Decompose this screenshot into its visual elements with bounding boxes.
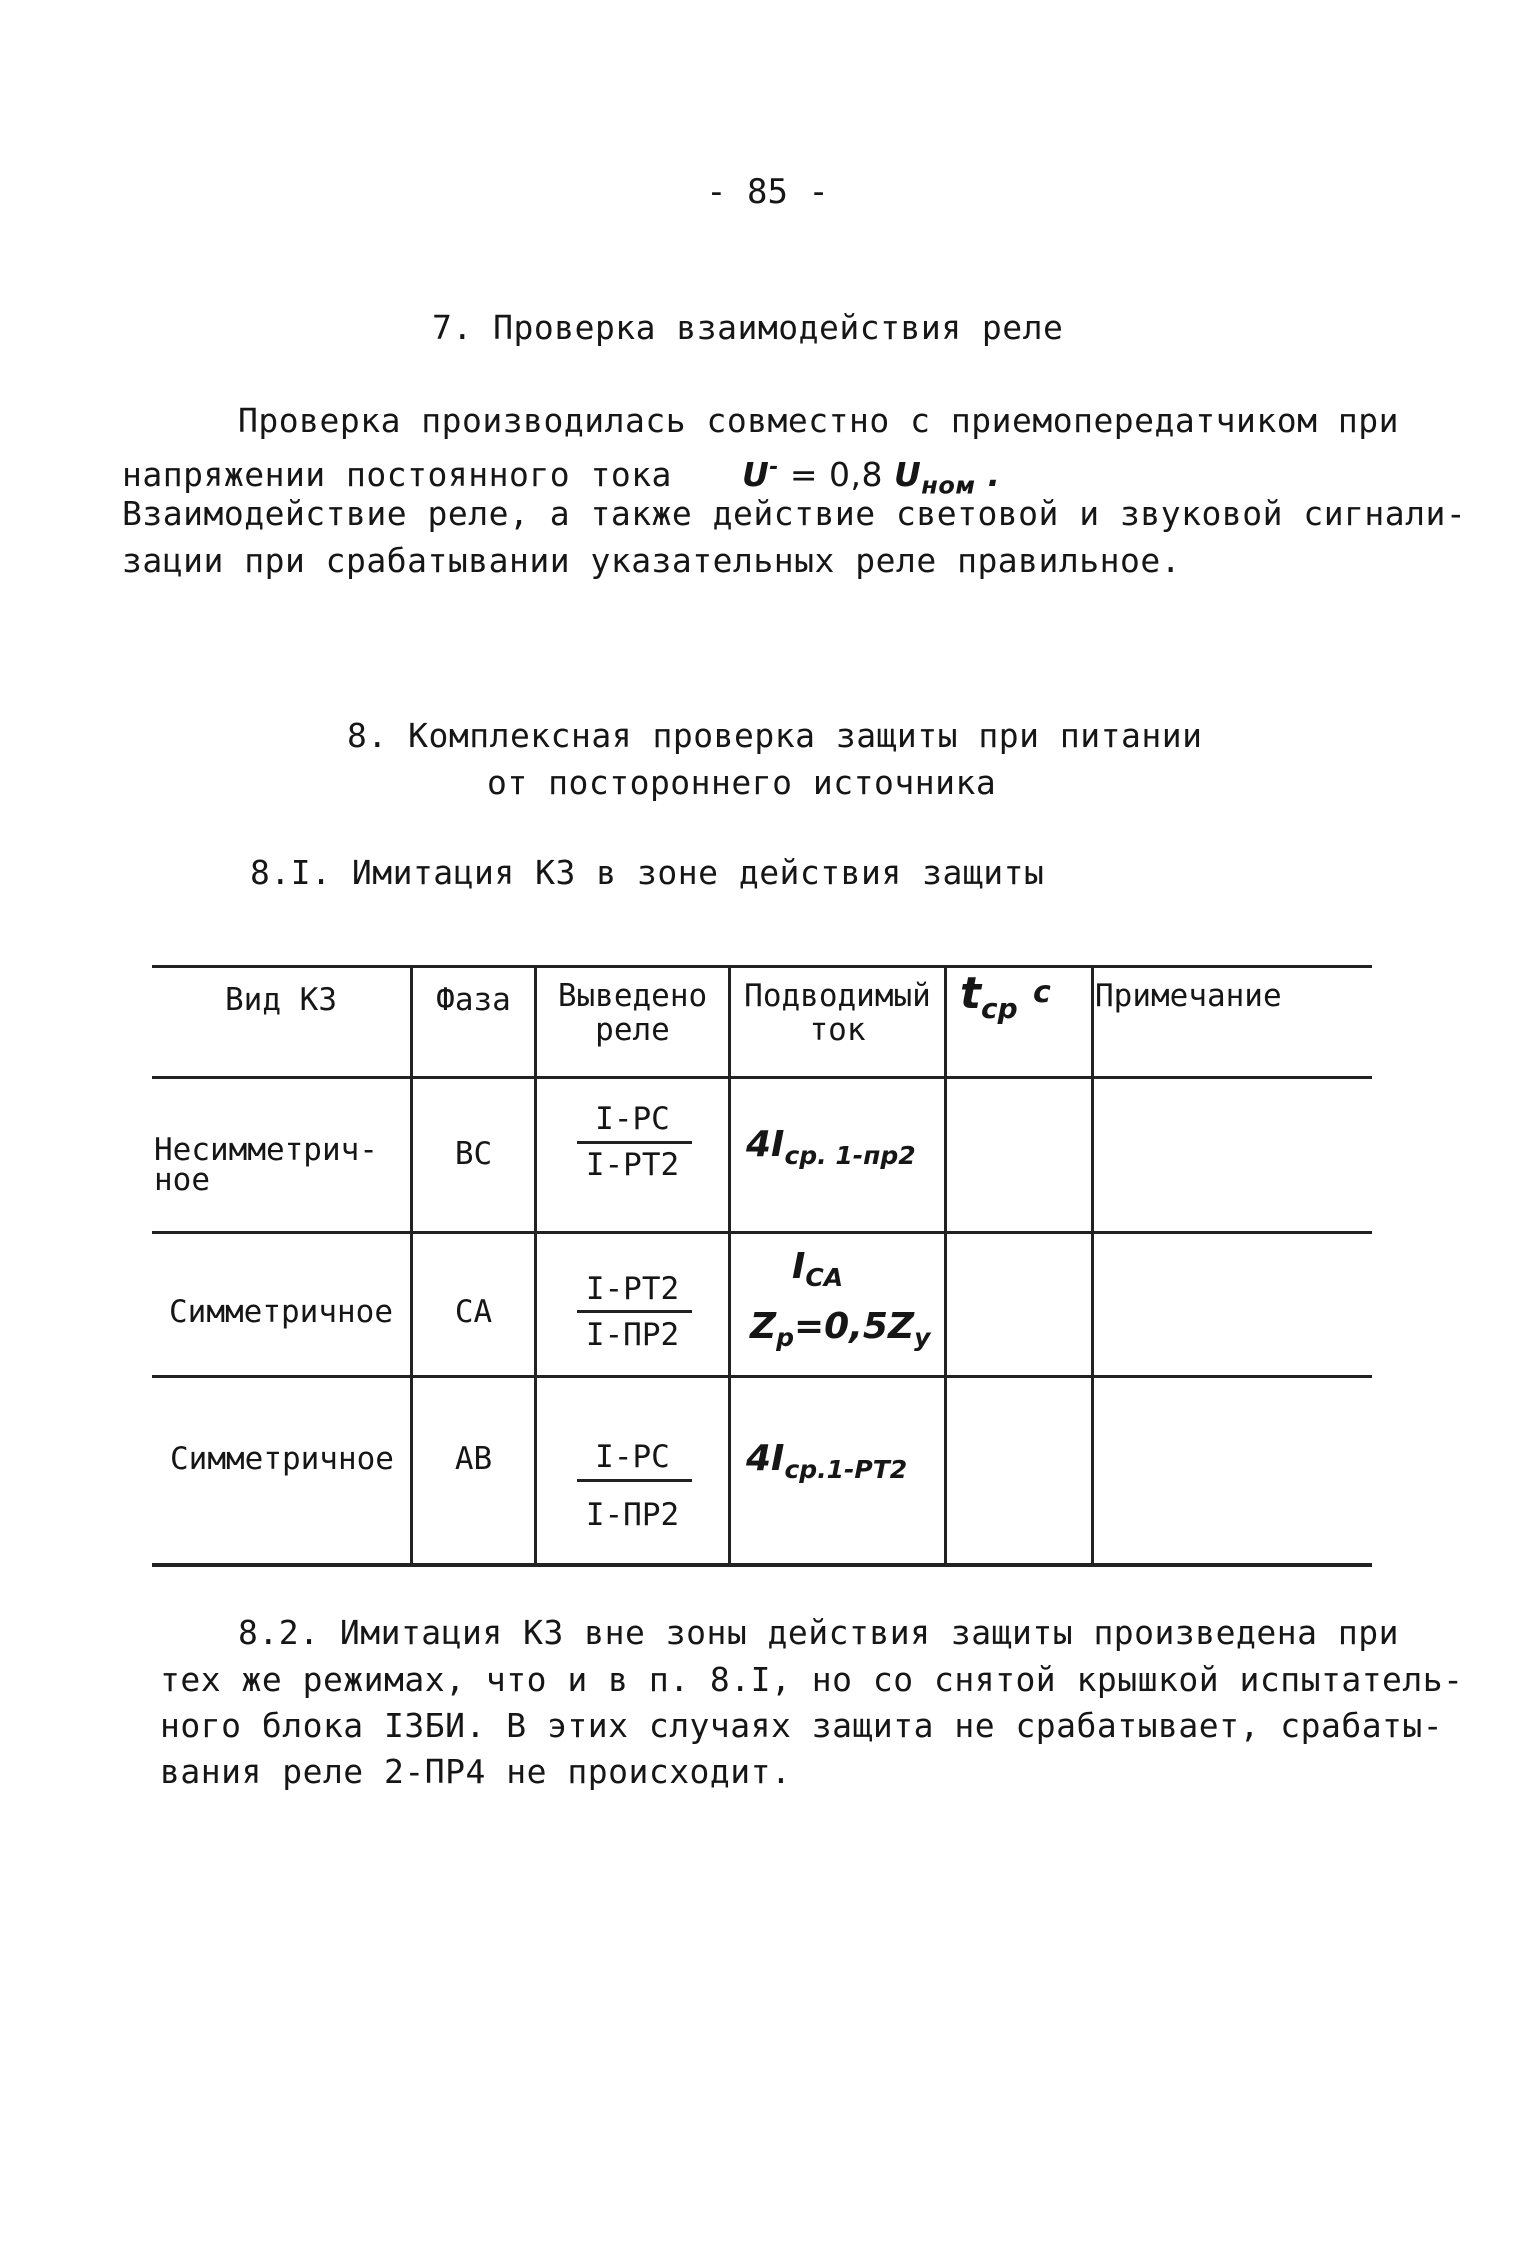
voltage-rhs: U — [893, 455, 922, 494]
voltage-rhs-sub: ном — [921, 471, 976, 500]
kz-test-table — [152, 965, 1372, 1567]
table-col-divider-1 — [410, 965, 413, 1567]
header-current — [731, 979, 944, 1047]
header-time-unit: с — [1033, 975, 1051, 1010]
row-2-current-line-2-mid: =0,5Z — [794, 1306, 915, 1347]
section-8-title-line-1: 8. Комплексная проверка защиты при питании — [347, 716, 1203, 755]
table-header-rule — [152, 1076, 1372, 1079]
row-2-current-line-1-main: I — [792, 1246, 806, 1287]
row-3-phase: АВ — [454, 1441, 493, 1477]
row-1-current — [746, 1125, 916, 1176]
row-2-current-line-1 — [792, 1247, 843, 1298]
row-2-current-line-2-sub-p: p — [776, 1323, 795, 1353]
voltage-lhs: U — [741, 455, 770, 494]
table-col-divider-3 — [728, 965, 731, 1567]
row-2-type: Симметричное — [169, 1294, 393, 1330]
section-7-line-3: Взаимодействие реле, а также действие световой и звуковой сигнали- — [122, 494, 1467, 533]
row-3-fraction-line — [577, 1479, 692, 1482]
table-col-divider-2 — [534, 965, 537, 1567]
subsection-8-2-line-4: вания реле 2-ПР4 не происходит. — [160, 1752, 792, 1791]
header-relay — [537, 979, 728, 1047]
row-1-type-line-2: ное — [154, 1162, 210, 1198]
subsection-8-2-line-1: 8.2. Имитация КЗ вне зоны действия защиты произведена при — [238, 1613, 1399, 1652]
row-1-relay-denominator: I-РТ2 — [585, 1147, 680, 1183]
row-1-phase: ВС — [454, 1136, 493, 1172]
row-2-current-line-2-sub-y: y — [914, 1323, 931, 1353]
table-top-rule — [152, 965, 1372, 968]
header-note: Примечание — [1095, 978, 1282, 1014]
subsection-8-2-line-3: ного блока I3БИ. В этих случаях защита не срабатывает, срабаты- — [160, 1706, 1444, 1745]
row-1-type-line-1: Несимметрич- — [154, 1132, 378, 1168]
section-7-line-4: зации при срабатывании указательных реле правильное. — [122, 541, 1182, 580]
section-7-title: 7. Проверка взаимодействия реле — [432, 308, 1064, 347]
row-1-current-sub: ср. 1-пр2 — [784, 1141, 916, 1171]
header-time — [960, 969, 1080, 1034]
header-current-line-2: ток — [809, 1012, 866, 1048]
section-7-line-2-text: напряжении постоянного тока — [122, 455, 672, 494]
page-number: - 85 - — [706, 172, 829, 212]
row-1-type — [154, 1132, 378, 1198]
subsection-8-2-line-2: тех же режимах, что и в п. 8.I, но со снятой крышкой испытатель- — [160, 1660, 1464, 1699]
header-time-main: t — [960, 968, 982, 1019]
header-time-sub: ср — [981, 991, 1018, 1025]
row-2-current-line-2 — [750, 1307, 930, 1358]
voltage-lhs-sup: - — [769, 455, 779, 480]
row-1-fraction-line — [577, 1141, 692, 1144]
header-current-line-1: Подводимый — [744, 978, 931, 1014]
row-3-current-main: 4I — [746, 1438, 785, 1479]
row-1-relay-numerator: I-РС — [595, 1101, 670, 1137]
row-3-relay-numerator: I-РС — [595, 1439, 670, 1475]
row-3-current — [746, 1439, 907, 1490]
row-3-type: Симметричное — [170, 1441, 394, 1477]
row-2-relay-numerator: I-РТ2 — [585, 1271, 680, 1307]
row-3-relay-denominator: I-ПР2 — [585, 1497, 680, 1533]
row-1-current-main: 4I — [746, 1124, 785, 1165]
row-2-current-line-2-main: Z — [750, 1306, 777, 1347]
table-col-divider-5 — [1091, 965, 1094, 1567]
header-relay-line-1: Выведено — [557, 978, 708, 1014]
table-row-1-rule — [152, 1231, 1372, 1234]
subsection-8-1-title: 8.I. Имитация КЗ в зоне действия защиты — [250, 853, 1045, 892]
section-8-title-line-2: от постороннего источника — [487, 763, 997, 802]
voltage-formula — [741, 455, 1001, 500]
row-2-current-line-1-sub: CA — [805, 1263, 844, 1293]
header-relay-line-2: реле — [595, 1012, 670, 1048]
section-7-line-1: Проверка производилась совместно с приемопередатчиком при — [238, 401, 1399, 440]
voltage-tail: . — [975, 455, 1001, 494]
voltage-eq: = 0,8 — [778, 455, 894, 494]
table-bottom-rule — [152, 1563, 1372, 1567]
row-2-phase: СА — [454, 1294, 493, 1330]
row-2-fraction-line — [577, 1310, 692, 1313]
row-3-current-sub: ср.1-РТ2 — [784, 1455, 908, 1485]
table-row-2-rule — [152, 1375, 1372, 1378]
header-phase: Фаза — [436, 982, 511, 1018]
row-2-relay-denominator: I-ПР2 — [585, 1317, 680, 1353]
table-col-divider-4 — [944, 965, 947, 1567]
header-type: Вид КЗ — [225, 982, 337, 1018]
